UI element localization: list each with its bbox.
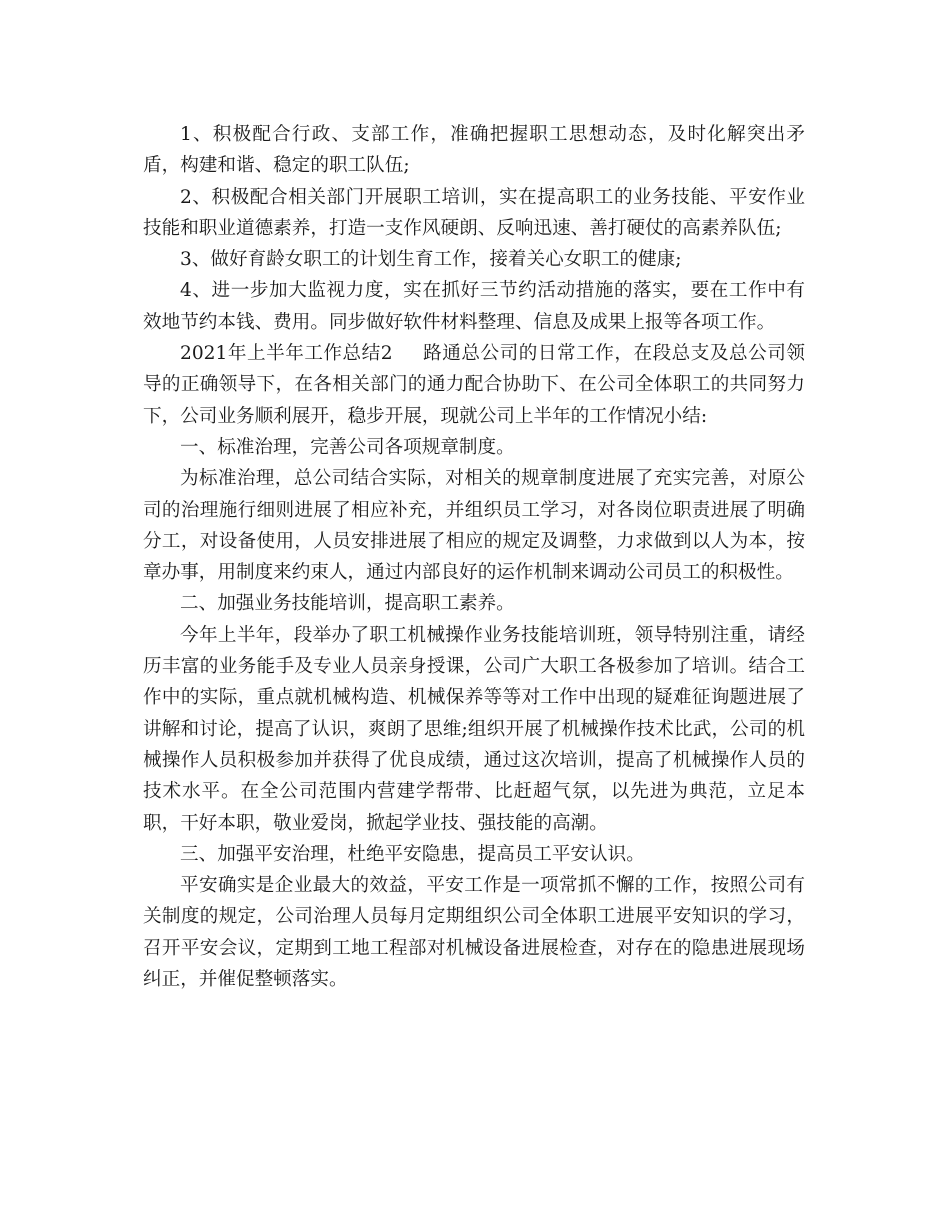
- paragraph-2-text: 2、积极配合相关部门开展职工培训，实在提高职工的业务技能、平安作业技能和职业道德素养，打造一支作风硬朗、反响迅速、善打硬仗的高素养队伍;: [143, 186, 805, 239]
- paragraph-4-text: 4、进一步加大监视力度，实在抓好三节约活动措施的落实，要在工作中有效地节约本钱、费用。同步做好软件材料整理、信息及成果上报等各项工作。: [143, 280, 805, 333]
- paragraph-8-text: 平安确实是企业最大的效益，平安工作是一项常抓不懈的工作，按照公司有关制度的规定，公司治理人员每月定期组织公司全体职工进展平安知识的学习，召开平安会议，定期到工地工程部对机械设备进展检查，对存在的隐患进展现场纠正，并催促整顿落实。: [143, 875, 805, 991]
- heading-1: [143, 432, 805, 463]
- paragraph-4: [143, 275, 805, 338]
- heading-3: [143, 839, 805, 870]
- paragraph-8: [143, 870, 805, 995]
- paragraph-6-text: 为标准治理，总公司结合实际，对相关的规章制度进展了充实完善，对原公司的治理施行细则进展了相应补充，并组织员工学习，对各岗位职责进展了明确分工，对设备使用，人员安排进展了相应的规定及调整，力求做到以人为本，按章办事，用制度来约束人，通过内部良好的运作机制来调动公司员工的积极性。: [143, 468, 805, 584]
- paragraph-1-text: 1、积极配合行政、支部工作，准确把握职工思想动态，及时化解突出矛盾，构建和谐、稳定的职工队伍;: [143, 124, 805, 177]
- section-title: 2021年上半年工作总结2: [180, 343, 393, 365]
- paragraph-3-text: 3、做好育龄女职工的计划生育工作，接着关心女职工的健康;: [180, 249, 682, 271]
- paragraph-5-text: 路通总公司的日常工作，在段总支及总公司领导的正确领导下，在各相关部门的通力配合协助下、在公司全体职工的共同努力下，公司业务顺利展开，稳步开展，现就公司上半年的工作情况小结:: [143, 343, 805, 427]
- paragraph-1: [143, 119, 805, 182]
- paragraph-2: [143, 182, 805, 245]
- paragraph-6: [143, 463, 805, 588]
- heading-2-text: 二、加强业务技能培训，提高职工素养。: [180, 593, 515, 615]
- heading-2: [143, 588, 805, 619]
- document-page: [143, 119, 805, 995]
- paragraph-5: [143, 338, 805, 432]
- paragraph-7: [143, 620, 805, 839]
- paragraph-3: [143, 244, 805, 275]
- paragraph-7-text: 今年上半年，段举办了职工机械操作业务技能培训班，领导特别注重，请经历丰富的业务能手及专业人员亲身授课，公司广大职工各极参加了培训。结合工作中的实际，重点就机械构造、机械保养等等对工作中出现的疑难征询题进展了讲解和讨论，提高了认识，爽朗了思维;组织开展了机械操作技术比武，公司的机械操作人员积极参加并获得了优良成绩，通过这次培训，提高了机械操作人员的技术水平。在全公司范围内营建学帮带、比赶超气氛，以先进为典范，立足本职，干好本职，敬业爱岗，掀起学业技、强技能的高潮。: [143, 624, 805, 834]
- heading-1-text: 一、标准治理，完善公司各项规章制度。: [180, 436, 515, 458]
- heading-3-text: 三、加强平安治理，杜绝平安隐患，提高员工平安认识。: [180, 843, 645, 865]
